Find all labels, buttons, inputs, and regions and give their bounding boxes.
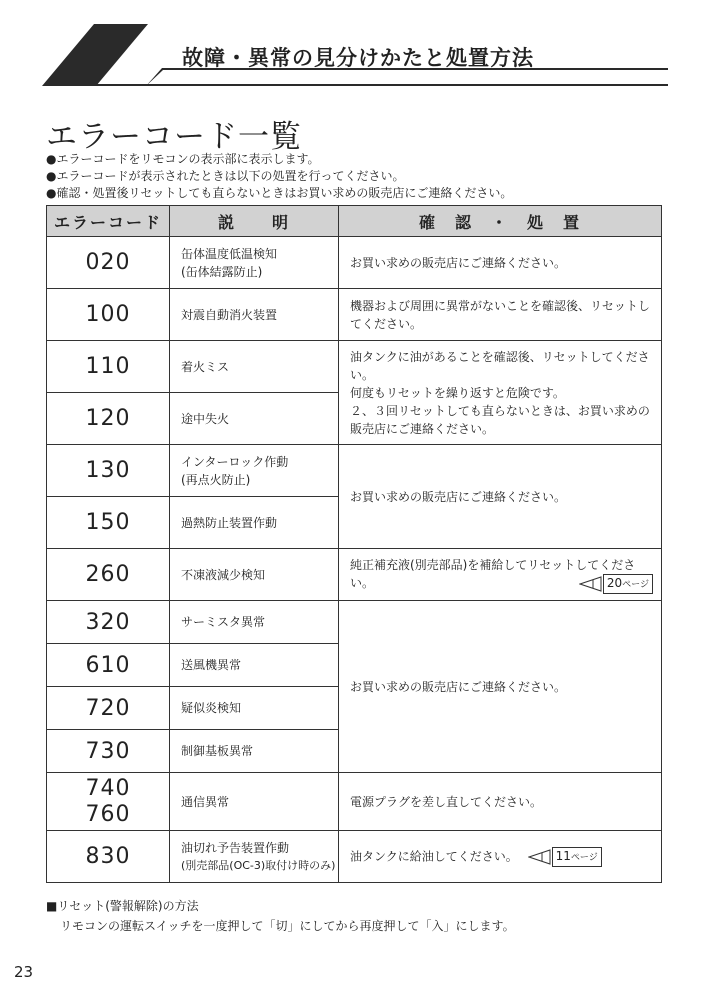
note-line: ●エラーコードをリモコンの表示部に表示します。	[46, 152, 320, 166]
description-sub: (再点火防止)	[181, 472, 251, 487]
action-text	[339, 341, 662, 445]
action-text	[339, 549, 662, 601]
action-text: 電源プラグを差し直してください。	[339, 773, 662, 831]
error-description: 着火ミス	[170, 341, 339, 393]
error-description	[170, 831, 339, 883]
note-line: ●エラーコードが表示されたときは以下の処置を行ってください。	[46, 169, 405, 183]
table-row	[47, 831, 662, 883]
note-line: ●確認・処置後リセットしても直らないときはお買い求めの販売店にご連絡ください。	[46, 186, 513, 200]
action-text	[339, 831, 662, 883]
table-row	[47, 237, 662, 289]
table-row	[47, 549, 662, 601]
reset-instructions	[46, 896, 515, 936]
action-text: お買い求めの販売店にご連絡ください。	[339, 445, 662, 549]
error-code: 150	[47, 497, 170, 549]
error-code: 260	[47, 549, 170, 601]
description-text: 缶体温度低温検知	[181, 246, 278, 261]
page-reference-box	[603, 574, 653, 594]
error-code-line: 740	[85, 775, 131, 801]
error-description: 送風機異常	[170, 644, 339, 687]
error-code: 020	[47, 237, 170, 289]
action-line: ２、３回リセットしても直らないときは、お買い求めの販売店にご連絡ください。	[350, 403, 650, 436]
action-line: 純正補充液(別売部品)を補給してリセットしてください。	[350, 557, 636, 590]
error-description: 不凍液減少検知	[170, 549, 339, 601]
error-description: 過熱防止装置作動	[170, 497, 339, 549]
table-row	[47, 773, 662, 831]
error-description: 制御基板異常	[170, 730, 339, 773]
error-code: 730	[47, 730, 170, 773]
error-description: 途中失火	[170, 393, 339, 445]
table-row	[47, 601, 662, 644]
action-line: 油タンクに給油してください。	[350, 849, 518, 863]
error-description: 対震自動消火装置	[170, 289, 339, 341]
page-reference-tag	[528, 847, 602, 867]
page-number: 23	[14, 963, 34, 981]
error-code: 110	[47, 341, 170, 393]
error-description	[170, 445, 339, 497]
action-line: 油タンクに油があることを確認後、リセットしてください。	[350, 349, 650, 382]
error-code-table	[46, 205, 662, 883]
table-header-row	[47, 206, 662, 237]
reset-text: リモコンの運転スイッチを一度押して「切」にしてから再度押して「入」にします。	[60, 919, 515, 933]
page-reference-tag	[579, 574, 653, 594]
section-title: 故障・異常の見分けかたと処置方法	[182, 46, 534, 70]
col-header-action: 確 認 ・ 処 置	[339, 206, 662, 237]
description-sub: (別売部品(OC-3)取付け時のみ)	[181, 858, 336, 872]
page-ref-unit: ページ	[622, 579, 649, 590]
error-description: 通信異常	[170, 773, 339, 831]
action-line: 何度もリセットを繰り返すと危険です。	[350, 385, 565, 400]
page-reference-box	[552, 847, 602, 867]
reset-heading: ■リセット(警報解除)の方法	[46, 899, 199, 913]
description-text: インターロック作動	[181, 454, 289, 469]
error-code-line: 760	[85, 801, 131, 827]
error-code: 320	[47, 601, 170, 644]
table-row	[47, 341, 662, 393]
pencil-pointer-icon	[579, 575, 603, 593]
section-header	[42, 24, 668, 86]
page-title: エラーコード一覧	[46, 119, 302, 155]
action-text: お買い求めの販売店にご連絡ください。	[339, 237, 662, 289]
error-code: 130	[47, 445, 170, 497]
pencil-pointer-icon	[528, 848, 552, 866]
table-row	[47, 445, 662, 497]
error-description: 疑似炎検知	[170, 687, 339, 730]
error-code: 120	[47, 393, 170, 445]
page-ref-number: 20	[606, 575, 623, 590]
col-header-code: エラーコード	[47, 206, 170, 237]
error-code: 100	[47, 289, 170, 341]
col-header-description: 説 明	[170, 206, 339, 237]
error-code: 720	[47, 687, 170, 730]
table-row	[47, 289, 662, 341]
page-ref-unit: ページ	[570, 852, 598, 863]
error-code: 830	[47, 831, 170, 883]
error-description	[170, 237, 339, 289]
error-code	[47, 773, 170, 831]
action-text: 機器および周囲に異常がないことを確認後、リセットしてください。	[339, 289, 662, 341]
description-sub: (缶体結露防止)	[181, 264, 263, 279]
page-reference	[350, 574, 653, 594]
action-text: お買い求めの販売店にご連絡ください。	[339, 601, 662, 773]
description-text: 油切れ予告装置作動	[181, 840, 290, 855]
notes	[46, 151, 512, 202]
error-code: 610	[47, 644, 170, 687]
error-description: サーミスタ異常	[170, 601, 339, 644]
page-ref-number: 11	[555, 848, 571, 863]
